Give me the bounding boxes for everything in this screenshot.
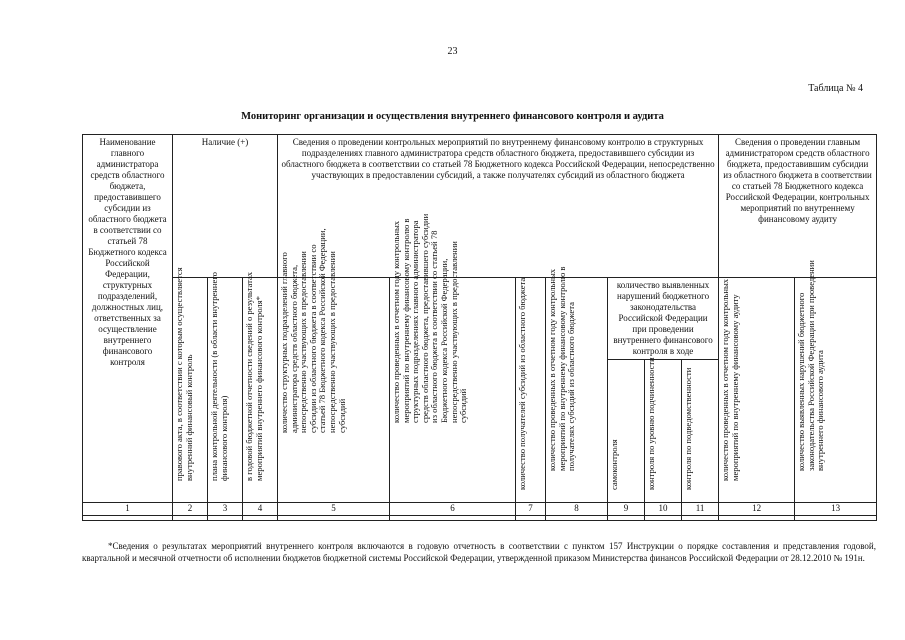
- header-nalichie: [173, 135, 278, 278]
- empty-cell: [608, 516, 645, 521]
- empty-data-row: [83, 516, 877, 521]
- header-col-5: [278, 228, 390, 503]
- header-col-2-text: правового акта, в соответствии с которым осуществляется внутренний финансовый контроль: [174, 267, 194, 481]
- column-number: 2: [173, 503, 208, 516]
- empty-cell: [795, 516, 877, 521]
- page-number: 23: [447, 46, 458, 57]
- header-col-12: [719, 278, 795, 503]
- header-col-6-text-b: предоставившего субсидии из областного бюджета в соответствии со статьей 78 Бюджетного кодекса Российской Федерации, непосредственно участвующих в предоставлении субсидий: [419, 214, 469, 424]
- column-number: 3: [208, 503, 243, 516]
- header-col-10-text: контроля по уровню подчиненности: [646, 357, 657, 491]
- header-col-4: [243, 271, 278, 503]
- footnote-text: *Сведения о результатах мероприятий внутреннего контроля включаются в годовую отчетность в соответствии с пунктом 157 Инструкции о порядке составления и представления годовой, квартальной и месячной отчетности об исполнении бюджетов бюджетной системы Российской Федерации, утвержденной приказом Министерства финансов Российской Федерации от 28.12.2010 № 191н.: [82, 541, 876, 563]
- header-col-3-text: плана контрольной деятельности (в области внутреннего финансового контроля): [209, 271, 229, 481]
- header-col-8-text: количество проведенных в отчетном году контрольных мероприятий по внутреннему финансовому контролю в получателях субсидий из областного бюджета: [547, 266, 577, 472]
- table-label: Таблица № 4: [808, 83, 863, 94]
- header-col-6: [390, 214, 516, 503]
- empty-cell: [173, 516, 208, 521]
- header-administrator: [83, 135, 173, 503]
- empty-cell: [546, 516, 608, 521]
- empty-cell: [208, 516, 243, 521]
- header-col-9-text: самоконтроля: [609, 439, 620, 491]
- empty-cell: [645, 516, 682, 521]
- header-col-13-text: количество выявленных нарушений бюджетного законодательства Российской Федерации при проведении внутреннего финансового аудита: [796, 260, 826, 472]
- header-col-11-text: контроля по подведомственности: [683, 368, 694, 491]
- column-number: 1: [83, 503, 173, 516]
- header-col-9: [608, 360, 645, 503]
- header-administrator-text: Наименование главного администратора средств областного бюджета, предоставившего субсидии из областного бюджета в соответствии со статьей 78 Бюджетного кодекса Российской Федерации, структурных подразделений, должностных лиц, ответственных за осуществление внутреннего финансового контроля: [88, 137, 167, 367]
- header-violations: [608, 278, 719, 360]
- header-col-6-text-a: количество проведенных в отчетном году контрольных мероприятий по внутреннему финансовому контролю в структурных подразделениях главного администратора средств областного бюджета,: [391, 218, 430, 424]
- header-col-3: [208, 271, 243, 503]
- header-col-5-text: количество структурных подразделений главного администратора средств областного бюджета, непосредственно участвующих в предоставлении субсидии из областного бюджета в соответствии со статьей 78 Бюджетного кодекса Российской Федерации, непосредственно участвующих в предоставлении субсидий: [279, 228, 347, 433]
- empty-cell: [682, 516, 719, 521]
- header-col-8: [546, 266, 608, 503]
- column-number: 11: [682, 503, 719, 516]
- empty-cell: [243, 516, 278, 521]
- empty-cell: [83, 516, 173, 521]
- column-number: 5: [278, 503, 390, 516]
- column-number: 4: [243, 503, 278, 516]
- empty-cell: [390, 516, 516, 521]
- column-number: 12: [719, 503, 795, 516]
- column-number: 9: [608, 503, 645, 516]
- header-col-7-text: количество получателей субсидий из областного бюджета: [517, 278, 528, 491]
- header-gadm-audit-text: Сведения о проведении главным администратором средств областного бюджета, предоставившим субсидии из областного бюджета в соответствии со статьей 78 Бюджетного кодекса Российской Федерации, контрольных мероприятий по внутреннему финансовому аудиту: [723, 137, 872, 224]
- footnote: [82, 540, 876, 564]
- monitoring-table: [82, 134, 877, 521]
- header-col-10: [645, 357, 682, 503]
- column-number: 7: [516, 503, 546, 516]
- column-number: 13: [795, 503, 877, 516]
- header-violations-text: количество выявленных нарушений бюджетного законодательства Российской Федерации при проведении внутреннего финансового контроля в ходе: [613, 280, 713, 356]
- column-number: 10: [645, 503, 682, 516]
- empty-cell: [719, 516, 795, 521]
- header-col-13: [795, 260, 877, 503]
- header-nalichie-text: Наличие (+): [201, 137, 249, 147]
- empty-cell: [278, 516, 390, 521]
- header-col-11: [682, 360, 719, 503]
- header-col-2: [173, 267, 208, 503]
- empty-cell: [516, 516, 546, 521]
- column-number: 8: [546, 503, 608, 516]
- column-number-row: [83, 503, 877, 516]
- column-number: 6: [390, 503, 516, 516]
- document-title: Мониторинг организации и осуществления внутреннего финансового контроля и аудита: [241, 111, 664, 122]
- header-col-7: [516, 278, 546, 503]
- header-structural-control-text: Сведения о проведении контрольных мероприятий по внутреннему финансовому контролю в структурных подразделениях главного администратора средств областного бюджета, предоставившего субсидии из областного бюджета в соответствии со статьей 78 Бюджетного кодекса Российской Федерации, непосредственно участвующих в предоставлении субсидий, а также получателях субсидий из областного бюджета: [281, 137, 715, 180]
- header-col-12-text: количество проведенных в отчетном году контрольных мероприятий по внутреннему финансовому аудиту: [720, 278, 740, 481]
- header-col-4-text: в годовой бюджетной отчетности сведений о результатах мероприятий внутреннего финансового контроля*: [244, 271, 264, 481]
